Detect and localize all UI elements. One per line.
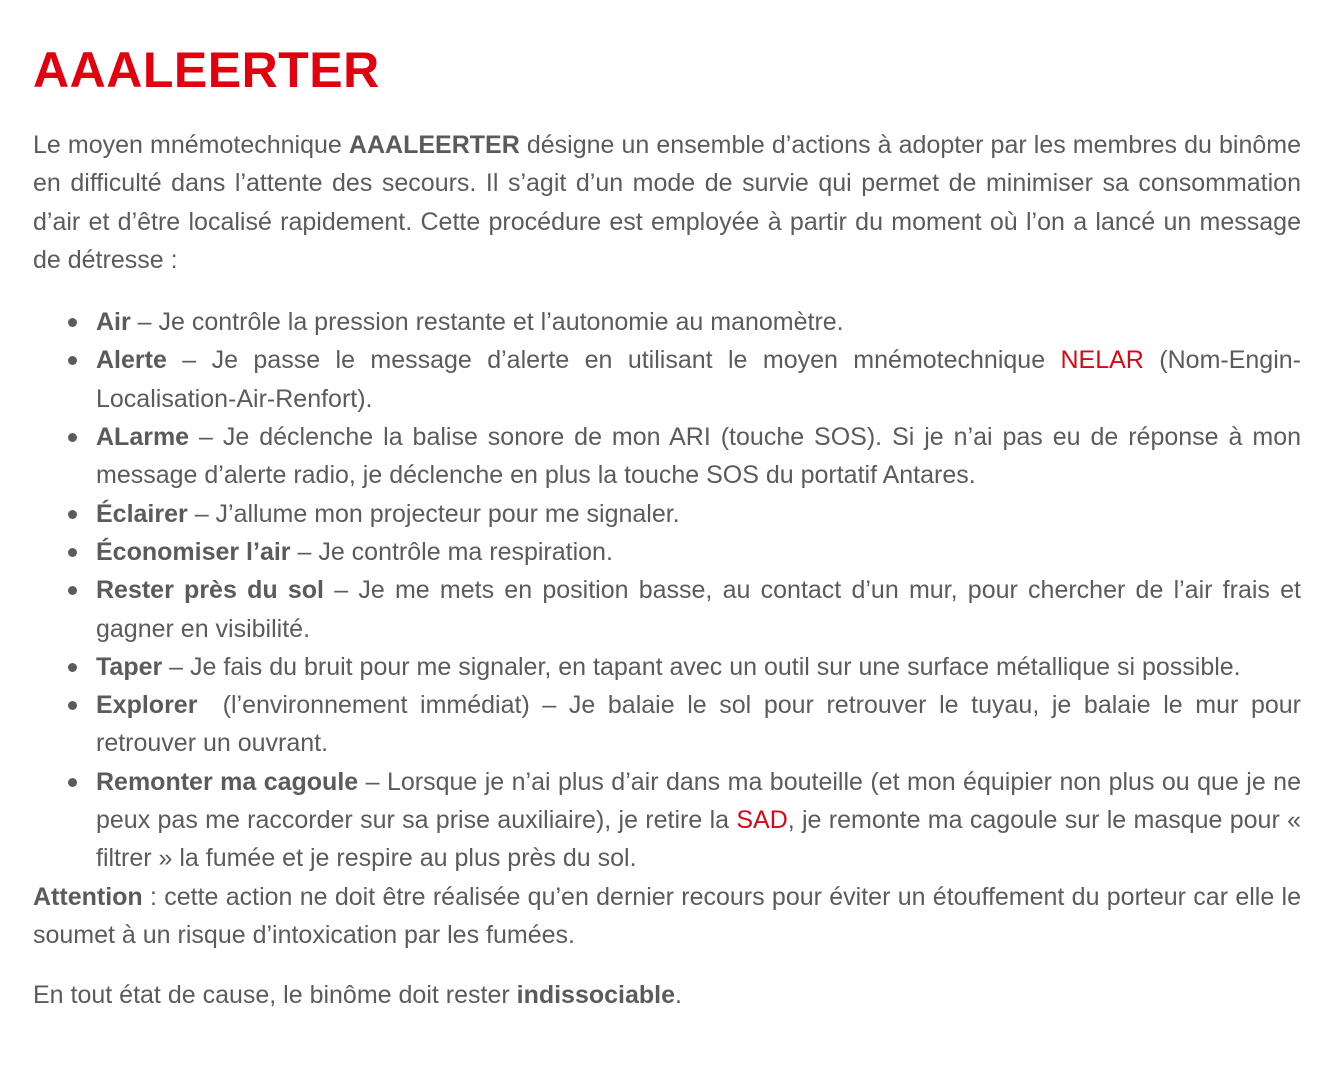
intro-bold-term: AAALEERTER [348, 131, 520, 159]
item-text: (l’environnement immédiat) – Je balaie le sol pour retrouver le tuyau, je balaie le mur pour retrouver un ouvrant. [96, 691, 1308, 758]
item-text: – Je fais du bruit pour me signaler, en tapant avec un outil sur une surface métallique si possible. [162, 652, 1241, 681]
sad-link[interactable]: SAD [736, 806, 788, 835]
item-term: Remonter ma cagoule [96, 767, 359, 796]
list-item-explorer [96, 686, 1308, 763]
item-term: Économiser l’air [96, 537, 291, 566]
list-item-remonter [96, 763, 1301, 878]
item-term: Explorer [96, 691, 198, 720]
list-item-rester [96, 571, 1301, 648]
list-item-eclairer [96, 495, 1301, 533]
item-text: – Je me mets en position basse, au contact d’un mur, pour chercher de l’air frais et gagner en visibilité. [96, 576, 1301, 643]
item-term: Alerte [96, 346, 167, 375]
item-term: ALarme [96, 423, 190, 452]
item-text: – Lorsque je n’ai plus d’air dans ma bouteille (et mon équipier non plus ou que je ne peux pas me raccorder sur sa prise auxiliaire), je retire la [96, 767, 1301, 835]
attention-label: Attention [33, 882, 143, 911]
list-item-taper [96, 648, 1301, 686]
conclusion-bold-term: indissociable [516, 981, 676, 1010]
item-text-after: (Nom-Engin-Localisation-Air-Renfort). [96, 346, 1301, 413]
intro-text-end: désigne un ensemble d’actions à adopter par les membres du binôme en difficulté dans l’attente des secours. Il s’agit d’un mode de survie qui permet de minimiser sa consommation d’air et d’être localisé rapidement. Cette procédure est employée à partir du moment où l’on a lancé un message de détresse : [33, 131, 1301, 274]
item-term: Air [96, 308, 131, 337]
attention-paragraph [33, 878, 1301, 955]
item-text-after: , je remonte ma cagoule sur le masque pour « filtrer » la fumée et je respire au plus près du sol. [96, 806, 1301, 873]
item-term: Rester près du sol [96, 576, 324, 605]
item-term: Taper [96, 652, 163, 681]
item-text: – Je déclenche la balise sonore de mon ARI (touche SOS). Si je n’ai pas eu de réponse à mon message d’alerte radio, je déclenche en plus la touche SOS du portatif Antares. [96, 423, 1301, 490]
page-title: AAALEERTER [33, 42, 380, 98]
conclusion-paragraph [33, 976, 1301, 1014]
item-text: – Je contrôle ma respiration. [290, 537, 613, 566]
intro-text-start: Le moyen mnémotechnique [33, 131, 349, 159]
action-list [33, 303, 1308, 877]
item-term: Éclairer [96, 499, 188, 528]
nelar-link[interactable]: NELAR [1060, 346, 1144, 375]
item-text: – J’allume mon projecteur pour me signaler. [187, 499, 680, 528]
conclusion-text-start: En tout état de cause, le binôme doit rester [33, 981, 517, 1010]
list-item-air [96, 303, 1301, 341]
intro-paragraph [33, 126, 1301, 279]
item-text: – Je passe le message d’alerte en utilisant le moyen mnémotechnique [166, 346, 1061, 375]
list-item-alarme [96, 418, 1301, 495]
attention-text: : cette action ne doit être réalisée qu’en dernier recours pour éviter un étouffement du porteur car elle le soumet à un risque d’intoxication par les fumées. [33, 882, 1301, 949]
conclusion-text-end: . [675, 981, 682, 1010]
list-item-alerte [96, 341, 1301, 418]
item-text: – Je contrôle la pression restante et l’autonomie au manomètre. [130, 308, 844, 337]
list-item-economiser [96, 533, 1301, 571]
